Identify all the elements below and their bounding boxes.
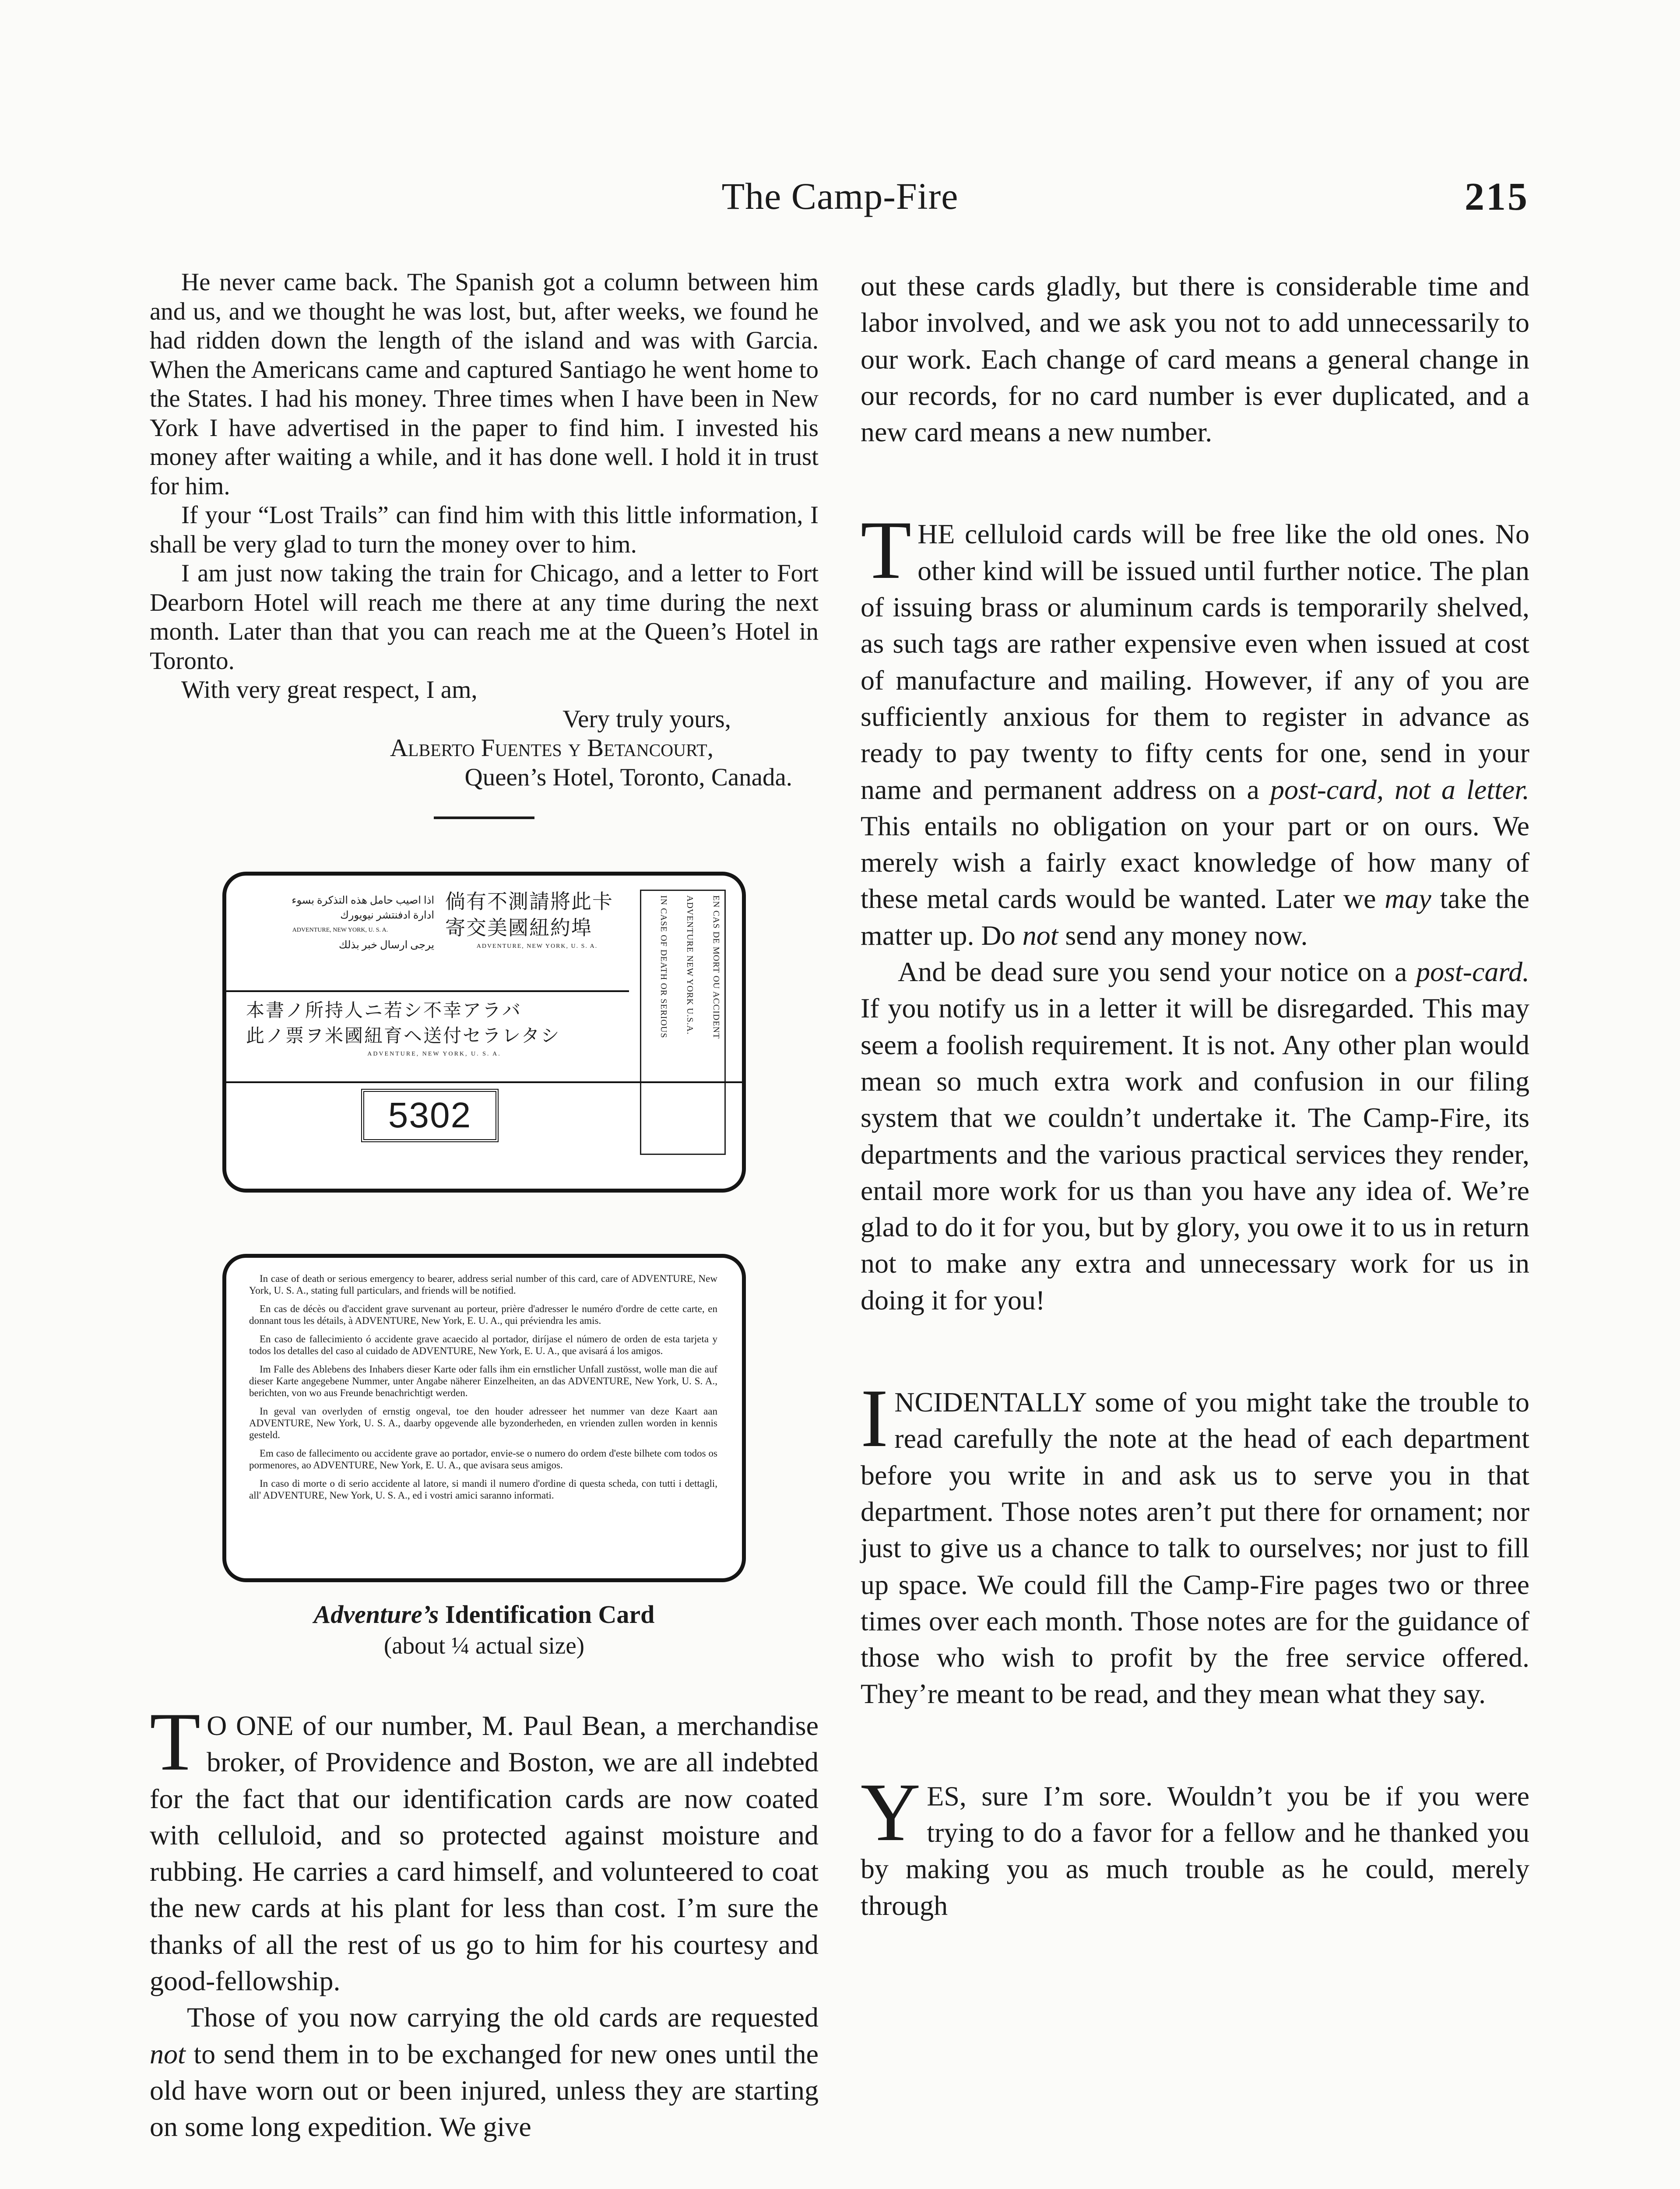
body-paragraph: THE celluloid cards will be free like the old ones. No other kind will be issued until further notice. The plan of issuing brass or aluminum cards is temporarily shelved, as such tags are rather expensive even when issued at cost of manufacture and mailing. However, if any of you are sufficiently anxious for them to register in advance as ready to pay twenty to fifty cents for one, send in your name and permanent address on a post-card, not a letter. This entails no obligation on your part or on ours. We merely wish a fairly exact knowledge of how many of these metal cards would be wanted. Later we may take the matter up. Do not send any money now. [861, 504, 1530, 951]
drop-cap: I [861, 1373, 889, 1465]
card-divider [226, 1081, 742, 1083]
body-paragraph: And be dead sure you send your notice on a post-card. If you notify us in a letter it will be disregarded. This may seem a foolish requirement. It is not. Any other plan would mean so much extra work and confusion in our filing system that we couldn’t undertake it. The Camp-Fire, its departments and the various practical services they render, entail more work for us than you have any idea of. We’re glad to do it for you, but by glory, you owe it to us in return not to make any extra and unnecessary work for us in doing it for you! [861, 956, 1529, 1316]
letter-address: Queen’s Hotel, Toronto, Canada. [464, 763, 792, 791]
card-vertical-text-box: IN CASE OF DEATH OR SERIOUS ADVENTURE NEW YORK U.S.A. EN CAS DE MORT OU ACCIDENT [640, 890, 726, 1155]
figure-caption-subtitle: (about ¼ actual size) [383, 1632, 585, 1659]
left-column [150, 268, 819, 2145]
letter-block [150, 268, 819, 792]
card-divider [226, 990, 629, 992]
card-chinese-text: 倘有不測請將此卡 寄交美國紐約埠 ADVENTURE, NEW YORK, U. S. A. [445, 890, 613, 950]
body-paragraph: INCIDENTALLY some of you might take the trouble to read carefully the note at the head of each department before you write in and ask us to serve you in that department. Those notes aren’t put there for ornament; nor just to give us a chance to talk to ourselves; nor just to fill up space. We could fill the Camp-Fire pages two or three times over each month. Those notes are for the guidance of those who wish to profit by the free service offered. They’re meant to be read, and they mean what they say. [861, 1373, 1529, 1710]
card-serial-number: 5302 [361, 1089, 499, 1142]
drop-cap: Y [861, 1766, 921, 1858]
running-header-title: The Camp-Fire [721, 175, 959, 217]
letter-paragraph: If your “Lost Trails” can find him with this little information, I shall be very glad to turn the money over to him. [150, 501, 819, 558]
right-column [861, 268, 1529, 1924]
identification-card-front [222, 872, 746, 1193]
card-arabic-text: اذا اصيب حامل هذه التذكرة بسوء ادارة ادفنتشر نيويورك ADVENTURE, NEW YORK, U. S. A. يرجى ارسال خبر بذلك [292, 895, 434, 951]
card-japanese-text: 本書ノ所持人ニ若シ不幸アラバ 此ノ票ヲ米國紐育ヘ送付セラレタシ ADVENTURE, NEW YORK, U. S. A. [246, 1001, 561, 1057]
right-body-text [861, 268, 1529, 1924]
body-paragraph: out these cards gladly, but there is considerable time and labor involved, and we ask you not to add unnecessarily to our work. Each change of card means a general change in our records, for no card number is ever duplicated, and a new card means a new number. [861, 271, 1529, 448]
body-paragraph: YES, sure I’m sore. Wouldn’t you be if you were trying to do a favor for a fellow and he thanked you by making you as much trouble as he could, merely through [861, 1766, 1529, 1921]
drop-cap: T [861, 504, 912, 597]
identification-card-back [222, 1254, 746, 1582]
section-divider [434, 816, 534, 819]
page-number: 215 [1465, 175, 1529, 218]
left-body-text [150, 1696, 819, 2145]
letter-paragraph: He never came back. The Spanish got a column between him and us, and we thought he was lost, but, after weeks, we found he had ridden down the length of the island and was with Garcia. When the Americans came and captured Santiago he went home to the States. I had his money. Three times when I have been in New York I have advertised in the paper to find him. I invested his money after waiting a while, and it has done well. I hold it in trust for him. [150, 268, 819, 500]
letter-paragraph: With very great respect, I am, [181, 676, 478, 704]
letter-signer: Alberto Fuentes y Betancourt, [390, 734, 713, 762]
card-back-text: In case of death or serious emergency to bearer, address serial number of this card, care of ADVENTURE, New York, U. S. A., stating full particulars, and friends will be notified. En cas de décès ou d'accident grave survenant au porteur, prière d'adresser le numéro d'ordre de cette carte, en donnant tous les détails, à ADVENTURE, New York, E. U. A., qui préviendra les amis. En caso de fallecimiento ó accidente grave acaecido al portador, diríjase el número de orden de esta tarjeta y todos los detalles del caso al cuidado de ADVENTURE, New York, E. U. A., que avisará á los amigos. Im Falle des Ablebens des Inhabers dieser Karte oder falls ihm ein ernstlicher Unfall zustösst, wolle man die auf dieser Karte angegebene Nummer, unter Angabe näherer Einzelheiten, an das ADVENTURE, New York, U. S. A., berichten, von wo aus Freunde benachrichtigt werden. In geval van overlyden of ernstig ongeval, toe den houder adresseer het nummer van deze Kaart aan ADVENTURE, New York, U. S. A., daarby opgevende alle byzonderheden, en vrienden zullen worden in kennis gesteld. Em caso de fallecimento ou accidente grave ao portador, envie-se o numero do ordem d'este bilhete com todos os pormenores, ao ADVENTURE, New York, E. U. A., que avisara seus amigos. In caso di morte o di serio accidente al latore, si mandi il numero d'ordine di questa scheda, con tutti i dettagli, all' ADVENTURE, New York, U. S. A., ed i vostri amici saranno informati. [249, 1273, 717, 1501]
figure-caption: Adventure’s Identification Card [313, 1600, 655, 1629]
letter-closing: Very truly yours, [562, 705, 731, 733]
drop-cap: T [150, 1696, 201, 1788]
body-paragraph: T O ONE of our number, M. Paul Bean, a merchandise broker, of Providence and Boston, we are all indebted for the fact that our identification cards are now coated with celluloid, and so protected against moisture and rubbing. He carries a card himself, and volunteered to coat the new cards at his plant for less than cost. I’m sure the thanks of all the rest of us go to him for his courtesy and good-fellowship. [150, 1696, 819, 1997]
body-paragraph: Those of you now carrying the old cards are requested not to send them in to be exchanged for new ones until the old have worn out or been injured, unless they are starting on some long expedition. We give [150, 2002, 819, 2143]
letter-paragraph: I am just now taking the train for Chicago, and a letter to Fort Dearborn Hotel will reach me there at any time during the next month. Later than that you can reach me at the Queen’s Hotel in Toronto. [150, 560, 819, 675]
